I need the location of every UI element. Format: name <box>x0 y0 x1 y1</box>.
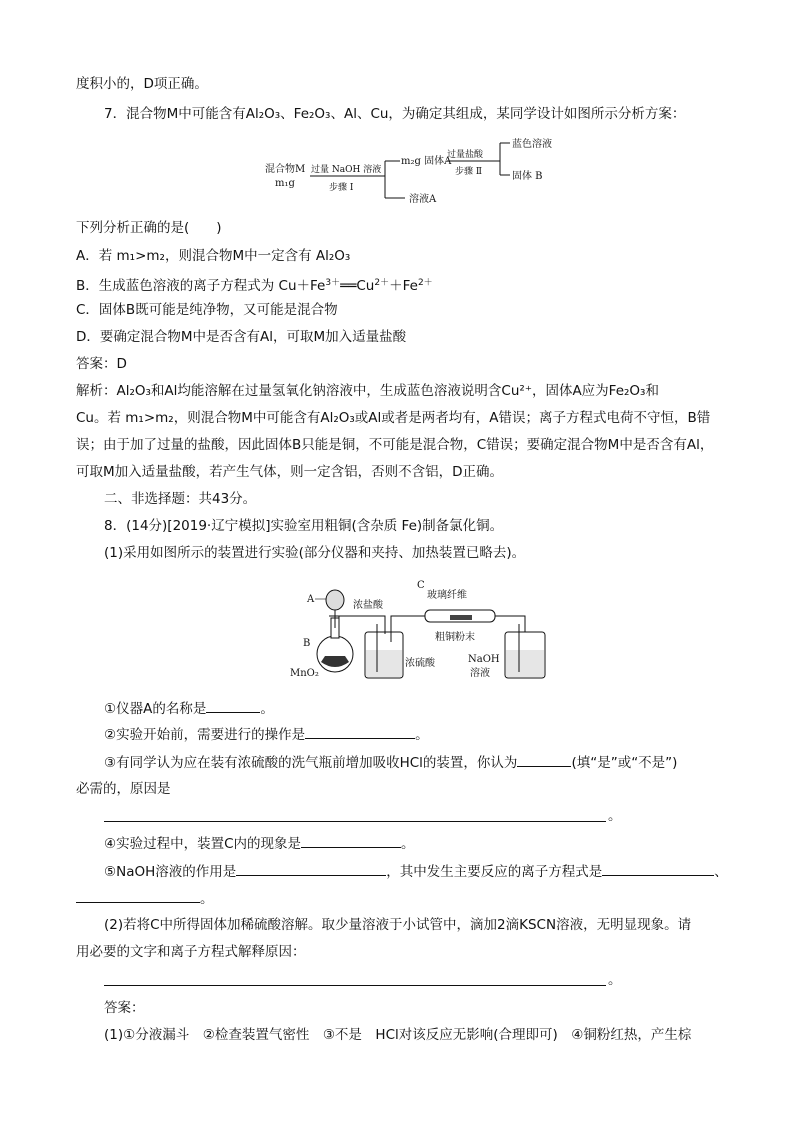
text: ④实验过程中，装置C内的现象是 <box>104 836 302 852</box>
question-8-part2-cont: 用必要的文字和离子方程式解释原因： <box>76 944 306 960</box>
label-a: A <box>307 594 315 605</box>
text: 。 <box>415 727 429 743</box>
sup: 2＋ <box>417 278 433 288</box>
sub-question-2 <box>104 724 429 745</box>
flow-solidA: m₂g 固体A <box>401 156 452 167</box>
label-naoh: NaOH <box>468 654 500 665</box>
option-b <box>76 273 433 296</box>
answer-blank-line[interactable] <box>104 821 606 822</box>
text: 。 <box>401 836 415 852</box>
label-b: B <box>303 638 311 649</box>
text: ①仪器A的名称是 <box>104 701 207 717</box>
answer-blank[interactable] <box>602 861 714 876</box>
answer-8-label: 答案： <box>104 1000 145 1016</box>
section-heading: 二、非选择题：共43分。 <box>104 491 257 507</box>
question-7-ask: 下列分析正确的是( ) <box>76 220 222 236</box>
sup: 3＋ <box>325 278 341 288</box>
flow-diagram <box>255 128 595 208</box>
sub-question-3 <box>104 752 677 773</box>
explanation-line: 误；由于加了过量的盐酸，因此固体B只能是铜，不可能是混合物，C错误；要确定混合物M中是否含有Al， <box>76 437 714 453</box>
question-7: 7．混合物M中可能含有Al₂O₃、Fe₂O₃、Al、Cu，为确定其组成，某同学设计如图所示分析方案： <box>104 106 686 122</box>
option-a: A．若 m₁>m₂，则混合物M中一定含有 Al₂O₃ <box>76 248 351 264</box>
answer-blank[interactable] <box>517 752 571 767</box>
option-b-text: B．生成蓝色溶液的离子方程式为 Cu＋Fe <box>76 278 326 294</box>
flow-blue: 蓝色溶液 <box>512 139 552 150</box>
apparatus-diagram <box>285 572 555 682</box>
option-b-text: ══Cu <box>340 278 375 294</box>
sub-question-5 <box>104 861 728 882</box>
label-solution: 溶液 <box>470 668 490 679</box>
answer-7: 答案：D <box>76 356 127 372</box>
text: ②实验开始前，需要进行的操作是 <box>104 727 306 743</box>
label-conc-hcl: 浓盐酸 <box>353 600 383 611</box>
question-8-part1: (1)采用如图所示的装置进行实验(部分仪器和夹持、加热装置已略去)。 <box>104 545 526 561</box>
label-glass-fiber: 玻璃纤维 <box>427 590 467 601</box>
text: (填“是”或“不是”) <box>571 755 678 771</box>
answer-blank[interactable] <box>206 698 260 713</box>
sub-question-3-cont: 必需的，原因是 <box>76 781 171 797</box>
text: 。 <box>200 891 214 907</box>
option-b-text: ＋Fe <box>389 278 418 294</box>
question-8: 8．(14分)[2019·辽宁模拟]实验室用粗铜(含杂质 Fe)制备氯化铜。 <box>104 518 504 534</box>
flow-m1: m₁g <box>275 178 295 189</box>
text: ⑤NaOH溶液的作用是 <box>104 864 237 880</box>
flow-step2-top: 过量盐酸 <box>447 150 484 160</box>
answer-8-line: (1)①分液漏斗 ②检查装置气密性 ③不是 HCl对该反应无影响(合理即可) ④铜粉红热，产生棕 <box>104 1027 692 1043</box>
text-line: 度积小的，D项正确。 <box>76 76 208 92</box>
flow-solnA: 溶液A <box>409 194 437 205</box>
explanation-line: Cu。若 m₁>m₂，则混合物M中可能含有Al₂O₃或Al或者是两者均有，A错误；离子方程式电荷不守恒，B错 <box>76 410 711 426</box>
label-mno2: MnO₂ <box>290 668 319 679</box>
period: 。 <box>608 808 622 824</box>
flow-step1-bot: 步骤 Ⅰ <box>329 183 354 193</box>
answer-blank-line[interactable] <box>104 985 606 986</box>
answer-blank[interactable] <box>76 888 200 903</box>
option-d: D．要确定混合物M中是否含有Al，可取M加入适量盐酸 <box>76 329 407 345</box>
answer-blank[interactable] <box>236 861 386 876</box>
text: 。 <box>260 701 274 717</box>
option-c: C．固体B既可能是纯净物，又可能是混合物 <box>76 302 338 318</box>
answer-blank[interactable] <box>301 833 401 848</box>
sub-question-5-cont <box>76 888 214 909</box>
flow-solidB: 固体 B <box>512 171 543 182</box>
text: 、 <box>714 864 728 880</box>
text: ③有同学认为应在装有浓硫酸的洗气瓶前增加吸收HCl的装置，你认为 <box>104 755 518 771</box>
sub-question-1 <box>104 698 274 719</box>
sub-question-4 <box>104 833 415 854</box>
flow-mix: 混合物M <box>265 164 306 175</box>
sup: 2＋ <box>374 278 390 288</box>
flow-step2-bot: 步骤 Ⅱ <box>455 167 482 177</box>
label-c: C <box>417 580 425 591</box>
flow-step1-top: 过量 NaOH 溶液 <box>311 165 382 175</box>
text: ，其中发生主要反应的离子方程式是 <box>386 864 603 880</box>
explanation-line: 解析：Al₂O₃和Al均能溶解在过量氢氧化钠溶液中，生成蓝色溶液说明含Cu²⁺，固体A应为Fe₂O₃和 <box>76 383 659 399</box>
label-conc-h2so4: 浓硫酸 <box>405 658 435 669</box>
label-cu-powder: 粗铜粉末 <box>435 632 475 643</box>
question-8-part2: (2)若将C中所得固体加稀硫酸溶解。取少量溶液于小试管中，滴加2滴KSCN溶液，无明显现象。请 <box>104 917 692 933</box>
answer-blank[interactable] <box>305 724 415 739</box>
period: 。 <box>608 972 622 988</box>
explanation-line: 可取M加入适量盐酸，若产生气体，则一定含铝，否则不含铝，D正确。 <box>76 464 504 480</box>
